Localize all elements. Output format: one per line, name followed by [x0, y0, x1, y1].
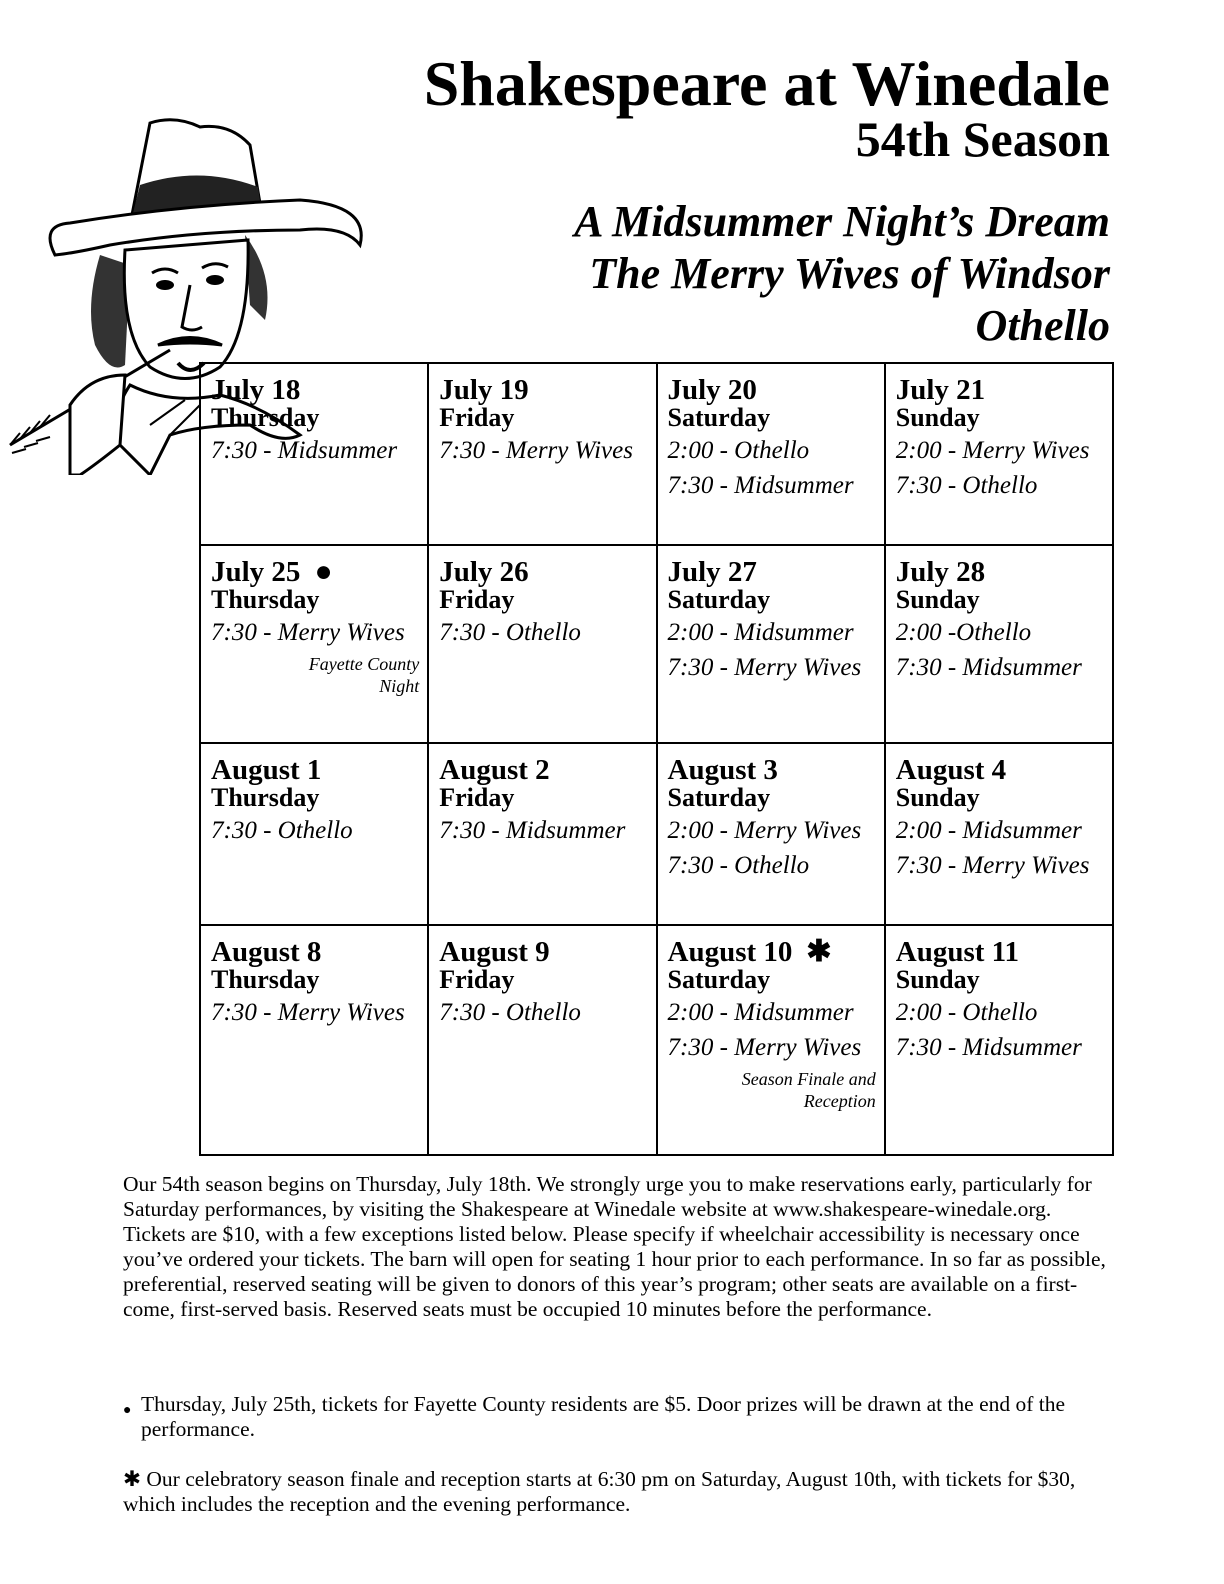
performance-time: 7:30 - Midsummer	[211, 437, 398, 464]
cell-weekday: Thursday	[211, 585, 320, 614]
bullet-marker: ●	[314, 555, 333, 588]
cell-date: July 21	[895, 374, 986, 406]
calendar-day-cell	[200, 925, 428, 1155]
cell-date: July 19	[439, 374, 529, 406]
footnote-text: Our celebratory season finale and reception starts at 6:30 pm on Saturday, August 10th, with tickets for $30, which includes the reception and the evening performance.	[123, 1467, 1076, 1516]
footnote-fayette	[123, 1392, 1113, 1442]
calendar-day-cell	[200, 743, 428, 925]
calendar-day-cell	[885, 743, 1113, 925]
calendar-day-cell	[428, 743, 656, 925]
cell-date: August 8	[211, 936, 322, 968]
cell-weekday: Friday	[439, 585, 515, 614]
cell-weekday: Saturday	[667, 585, 771, 614]
performance-time: 7:30 - Merry Wives	[895, 852, 1090, 879]
calendar-day-cell	[885, 363, 1113, 545]
calendar-day-cell	[200, 545, 428, 743]
performance-time: 7:30 - Midsummer	[895, 1034, 1082, 1061]
cell-weekday: Thursday	[211, 965, 320, 994]
calendar-day-cell	[885, 925, 1113, 1155]
cell-date: August 1	[211, 754, 322, 786]
cell-date: August 9	[439, 936, 550, 968]
calendar-day-cell	[885, 545, 1113, 743]
cell-note: Season Finale and Reception	[741, 1069, 876, 1111]
performance-time: 2:00 - Midsummer	[667, 999, 854, 1026]
performance-time: 7:30 - Merry Wives	[439, 437, 633, 464]
performance-calendar	[199, 362, 1114, 1156]
cell-weekday: Thursday	[211, 783, 320, 812]
cell-weekday: Saturday	[667, 783, 771, 812]
cell-date: July 25 ●	[211, 555, 333, 588]
cell-date: July 26	[439, 556, 529, 588]
performance-time: 7:30 - Midsummer	[895, 654, 1082, 681]
cell-weekday: Saturday	[667, 403, 771, 432]
play-title: The Merry Wives of Windsor	[589, 249, 1110, 298]
cell-date: August 11	[895, 936, 1020, 968]
calendar-week-row	[200, 545, 1113, 743]
performance-time: 7:30 - Merry Wives	[211, 999, 405, 1026]
performance-time: 7:30 - Merry Wives	[667, 654, 862, 681]
bullet-marker: ●	[123, 1403, 132, 1418]
calendar-day-cell	[657, 545, 885, 743]
performance-time: 7:30 - Othello	[439, 619, 581, 646]
performance-time: 2:00 - Merry Wives	[667, 817, 862, 844]
performance-time: 2:00 - Midsummer	[667, 619, 854, 646]
performance-time: 7:30 - Merry Wives	[211, 619, 405, 646]
plays-list	[574, 196, 1110, 352]
footnote-finale	[123, 1467, 1113, 1517]
calendar-week-row	[200, 925, 1113, 1155]
play-title: A Midsummer Night’s Dream	[574, 197, 1110, 246]
cell-weekday: Friday	[439, 403, 515, 432]
performance-time: 7:30 - Othello	[895, 472, 1038, 499]
season-info	[123, 1172, 1113, 1322]
cell-note: Fayette County Night	[308, 654, 420, 696]
asterisk-marker: ✱	[806, 935, 832, 968]
page-title: Shakespeare at Winedale	[423, 48, 1110, 119]
calendar-day-cell	[657, 363, 885, 545]
cell-date: August 3	[667, 754, 778, 786]
performance-time: 7:30 - Merry Wives	[667, 1034, 862, 1061]
calendar-day-cell	[428, 925, 656, 1155]
cell-weekday: Friday	[439, 965, 515, 994]
performance-time: 2:00 - Othello	[667, 437, 810, 464]
footnote-text: Thursday, July 25th, tickets for Fayette County residents are $5. Door prizes will be drawn at the end of the performance.	[141, 1392, 1066, 1441]
calendar-week-row	[200, 363, 1113, 545]
cell-date: July 28	[895, 556, 986, 588]
cell-date: July 18	[211, 374, 301, 406]
cell-weekday: Sunday	[895, 403, 980, 432]
season-subtitle: 54th Season	[855, 111, 1110, 167]
cell-date: August 4	[895, 754, 1007, 786]
play-title: Othello	[975, 301, 1110, 350]
performance-time: 7:30 - Midsummer	[667, 472, 854, 499]
cell-weekday: Sunday	[895, 585, 980, 614]
performance-time: 7:30 - Othello	[439, 999, 581, 1026]
performance-time: 2:00 - Othello	[895, 999, 1038, 1026]
performance-time: 2:00 - Merry Wives	[895, 437, 1090, 464]
cell-date: August 2	[439, 754, 550, 786]
cell-date: August 10 ✱	[667, 935, 832, 968]
performance-time: 2:00 - Midsummer	[895, 817, 1082, 844]
performance-time: 7:30 - Othello	[667, 852, 810, 879]
cell-date: July 27	[667, 556, 757, 588]
asterisk-marker: ✱	[123, 1467, 142, 1491]
cell-weekday: Thursday	[211, 403, 320, 432]
cell-date: July 20	[667, 374, 757, 406]
cell-weekday: Sunday	[895, 783, 980, 812]
info-paragraph: Our 54th season begins on Thursday, July 18th. We strongly urge you to make reservations early, particularly for Saturday performances, by visiting the Shakespeare at Winedale website at www.shakespeare-winedale.org. Tickets are $10, with a few exceptions listed below. Please specify if wheelchair accessibility is necessary once you’ve ordered your tickets. The barn will open for seating 1 hour prior to each performance. In so far as possible, preferential, reserved seating will be given to donors of this year’s program; other seats are available on a first-come, first-served basis. Reserved seats must be occupied 10 minutes before the performance.	[123, 1172, 1106, 1321]
performance-time: 7:30 - Othello	[211, 817, 353, 844]
performance-time: 7:30 - Midsummer	[439, 817, 626, 844]
calendar-week-row	[200, 743, 1113, 925]
cell-weekday: Saturday	[667, 965, 771, 994]
calendar-day-cell	[200, 363, 428, 545]
calendar-day-cell	[657, 925, 885, 1155]
cell-weekday: Sunday	[895, 965, 980, 994]
calendar-day-cell	[428, 363, 656, 545]
calendar-day-cell	[428, 545, 656, 743]
performance-time: 2:00 -Othello	[895, 619, 1032, 646]
cell-weekday: Friday	[439, 783, 515, 812]
calendar-day-cell	[657, 743, 885, 925]
